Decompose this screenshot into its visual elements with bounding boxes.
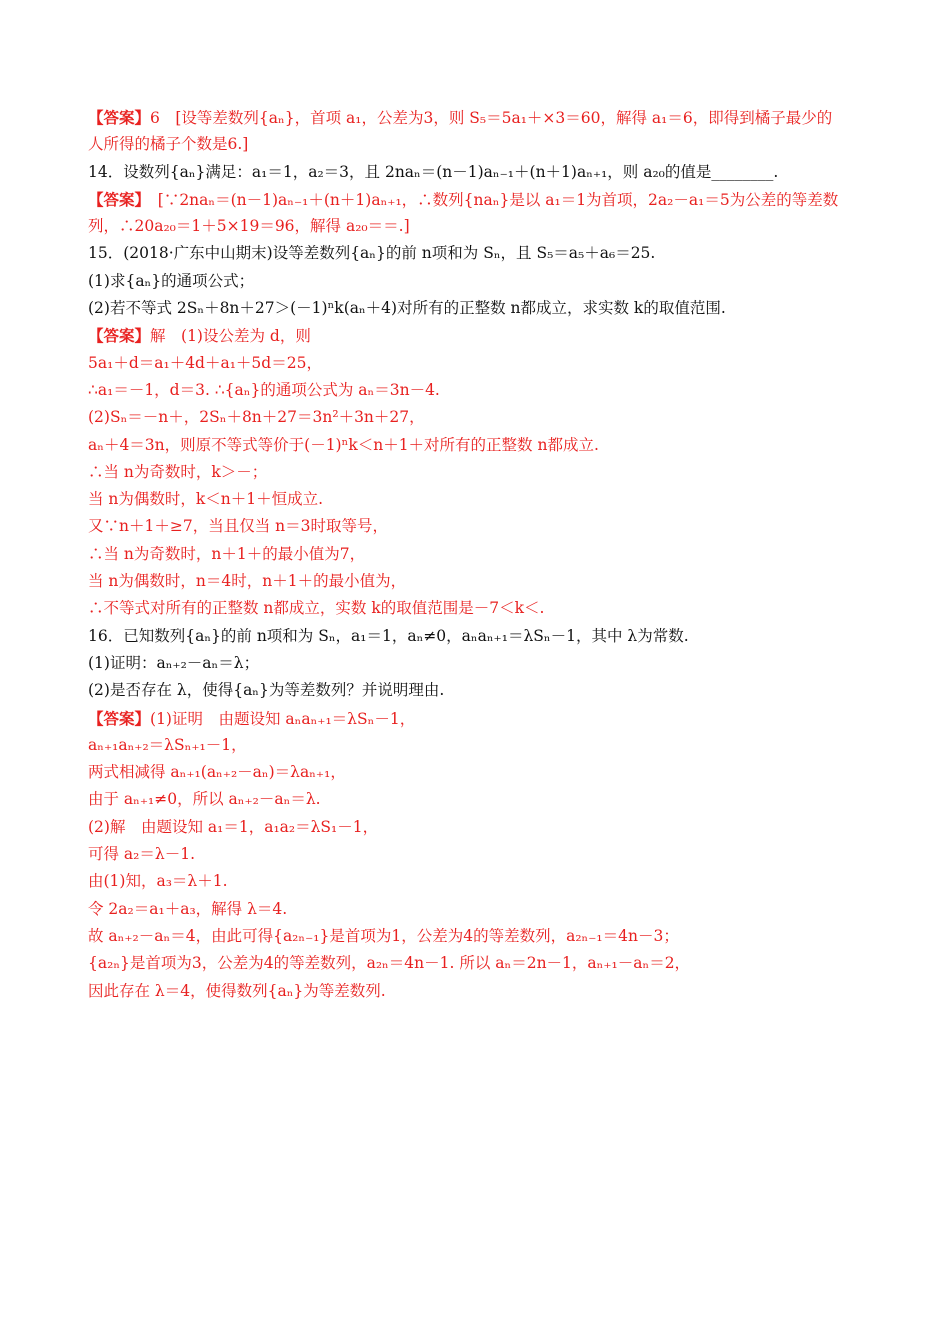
line-text: (2)若不等式 2Sₙ＋8n＋27＞(－1)ⁿk(aₙ＋4)对所有的正整数 n都成立，求实数 k的取值范围. — [88, 299, 726, 318]
text-line — [88, 759, 868, 786]
line-text: 15．(2018·广东中山期末)设等差数列{aₙ}的前 n项和为 Sₙ，且 S₅＝a₅＋a₆＝25. — [88, 244, 656, 263]
line-text: (2)是否存在 λ，使得{aₙ}为等差数列？并说明理由. — [88, 681, 445, 700]
text-line — [88, 868, 868, 895]
text-line — [88, 350, 868, 377]
line-text: (2)解 由题设知 a₁＝1，a₁a₂＝λS₁－1， — [88, 817, 379, 836]
line-text: {a₂ₙ}是首项为3，公差为4的等差数列，a₂ₙ＝4n－1. 所以 aₙ＝2n－1，aₙ₊₁－aₙ＝2， — [88, 954, 691, 973]
line-text: 由(1)知，a₃＝λ＋1. — [88, 872, 228, 891]
text-line — [88, 268, 868, 295]
text-line — [88, 841, 868, 868]
text-line — [88, 786, 868, 813]
text-line — [88, 541, 868, 568]
line-text: (1)证明 由题设知 aₙaₙ₊₁＝λSₙ－1， — [150, 709, 416, 728]
text-line — [88, 650, 868, 677]
text-line — [88, 104, 868, 131]
answer-tag: 【答案】 — [88, 326, 151, 346]
text-line — [88, 486, 868, 513]
text-line — [88, 978, 868, 1005]
text-line — [88, 432, 868, 459]
text-line — [88, 513, 868, 540]
answer-text-block — [88, 104, 868, 1005]
line-text: ∴当 n为奇数时，n＋1＋的最小值为7， — [88, 544, 366, 563]
line-text: 又∵n＋1＋≥7，当且仅当 n＝3时取等号， — [88, 517, 388, 536]
line-text: 当 n为偶数时，n＝4时，n＋1＋的最小值为， — [88, 572, 407, 591]
text-line — [88, 213, 868, 240]
line-text: 两式相减得 aₙ₊₁(aₙ₊₂－aₙ)＝λaₙ₊₁， — [88, 763, 346, 782]
line-text: 由于 aₙ₊₁≠0，所以 aₙ₊₂－aₙ＝λ. — [88, 790, 321, 809]
line-text: ∴不等式对所有的正整数 n都成立，实数 k的取值范围是－7＜k＜. — [88, 599, 545, 618]
line-text: [∵2naₙ＝(n－1)aₙ₋₁＋(n＋1)aₙ₊₁，∴数列{naₙ}是以 a₁＝1为首项，2a₂－a₁＝5为公差的等差数 — [142, 190, 839, 209]
text-line — [88, 322, 868, 349]
text-line — [88, 568, 868, 595]
line-text: 当 n为偶数时，k＜n＋1＋恒成立. — [88, 490, 324, 509]
line-text: 14．设数列{aₙ}满足：a₁＝1，a₂＝3，且 2naₙ＝(n－1)aₙ₋₁＋(n＋1)aₙ₊₁，则 a₂₀的值是________. — [88, 162, 779, 181]
line-text: 人所得的橘子个数是6.] — [88, 135, 249, 154]
line-text: (2)Sₙ＝－n＋，2Sₙ＋8n＋27＝3n²＋3n＋27， — [88, 408, 425, 427]
text-line — [88, 131, 868, 158]
line-text: aₙ₊₁aₙ₊₂＝λSₙ₊₁－1， — [88, 735, 247, 754]
line-text: 令 2a₂＝a₁＋a₃，解得 λ＝4. — [88, 899, 288, 918]
text-line — [88, 159, 868, 186]
line-text: 故 aₙ₊₂－aₙ＝4，由此可得{a₂ₙ₋₁}是首项为1，公差为4的等差数列，a₂ₙ₋₁＝4n－3； — [88, 926, 679, 945]
answer-tag: 【答案】 — [88, 189, 143, 209]
text-line — [88, 950, 868, 977]
line-text: 16．已知数列{aₙ}的前 n项和为 Sₙ，a₁＝1，aₙ≠0，aₙaₙ₊₁＝λSₙ－1，其中 λ为常数. — [88, 626, 689, 645]
text-line — [88, 814, 868, 841]
line-text: 因此存在 λ＝4，使得数列{aₙ}为等差数列. — [88, 981, 386, 1000]
text-line — [88, 732, 868, 759]
text-line — [88, 623, 868, 650]
answer-tag: 【答案】 — [88, 108, 151, 127]
line-text: 解 (1)设公差为 d，则 — [150, 327, 311, 346]
text-line — [88, 377, 868, 404]
line-text: 可得 a₂＝λ－1. — [88, 845, 195, 864]
text-line — [88, 186, 868, 213]
line-text: aₙ＋4＝3n，则原不等式等价于(－1)ⁿk＜n＋1＋对所有的正整数 n都成立. — [88, 435, 599, 454]
line-text: ∴a₁＝－1，d＝3. ∴{aₙ}的通项公式为 aₙ＝3n－4. — [88, 380, 440, 399]
text-line — [88, 240, 868, 267]
line-text: 列，∴20a₂₀＝1＋5×19＝96，解得 a₂₀＝＝.] — [88, 217, 410, 236]
text-line — [88, 923, 868, 950]
text-line — [88, 295, 868, 322]
line-text: 5a₁＋d＝a₁＋4d＋a₁＋5d＝25， — [88, 353, 322, 372]
text-line — [88, 677, 868, 704]
text-line — [88, 459, 868, 486]
text-line — [88, 404, 868, 431]
text-line — [88, 705, 868, 732]
line-text: (1)求{aₙ}的通项公式； — [88, 271, 255, 290]
line-text: (1)证明：aₙ₊₂－aₙ＝λ； — [88, 653, 260, 672]
line-text: ∴当 n为奇数时，k＞－； — [88, 462, 268, 481]
answer-tag: 【答案】 — [88, 708, 151, 728]
line-text: 6 [设等差数列{aₙ}，首项 a₁，公差为3，则 S₅＝5a₁＋×3＝60，解得 a₁＝6，即得到橘子最少的 — [150, 109, 833, 127]
text-line — [88, 595, 868, 622]
text-line — [88, 896, 868, 923]
